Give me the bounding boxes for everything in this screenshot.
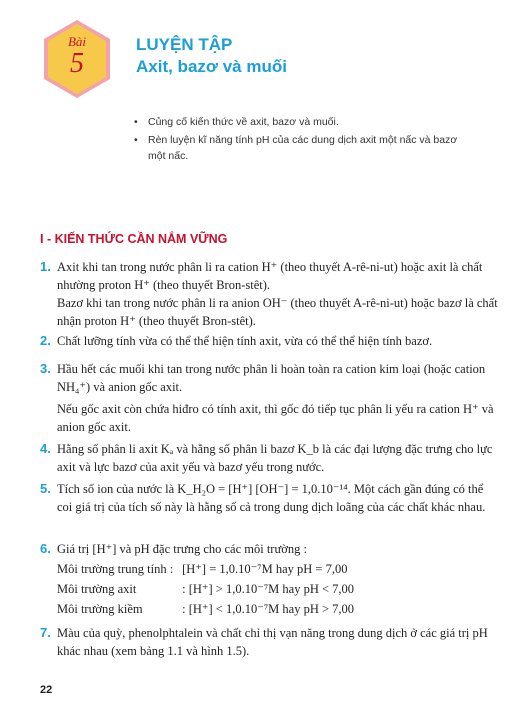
item-text: Nếu gốc axit còn chứa hiđro có tính axit, thì gốc đó tiếp tục phân li yếu ra cation H⁺ và anion gốc axit. — [57, 402, 494, 434]
goal-item — [134, 114, 464, 130]
bullet-icon: • — [134, 134, 138, 146]
lesson-goals — [134, 114, 464, 166]
item-text: Axit khi tan trong nước phân li ra cation H⁺ (theo thuyết A-rê-ni-ut) hoặc axit là chất nhường proton H⁺ (theo thuyết Bron-stêt). — [57, 260, 483, 292]
list-item — [40, 332, 500, 350]
list-item — [40, 294, 500, 330]
list-item — [40, 440, 500, 476]
badge-number: 5 — [70, 48, 84, 79]
item-text: Bazơ khi tan trong nước phân li ra anion OH⁻ (theo thuyết A-rê-ni-ut) hoặc bazơ là chất nhận proton H⁺ (theo thuyết Bron-stêt). — [57, 296, 498, 328]
item-text: Chất lưỡng tính vừa có thể thể hiện tính axit, vừa có thể thể hiện tính bazơ. — [57, 334, 433, 348]
item-number: 6. — [40, 541, 51, 556]
item-text: Tích số ion của nước là K_H₂O = [H⁺] [OH⁻] = 1,0.10⁻¹⁴. Một cách gần đúng có thể coi giá trị của tích số này là hằng số cả trong dung dịch loãng của các chất khác nhau. — [57, 482, 486, 514]
item-text: Giá trị [H⁺] và pH đặc trưng cho các môi trường : — [57, 542, 307, 556]
item-number: 4. — [40, 441, 51, 456]
goal-text: Củng cố kiến thức về axit, bazơ và muối. — [148, 116, 339, 128]
list-item — [40, 540, 500, 558]
env-label: Môi trường trung tính : — [57, 562, 174, 576]
lesson-badge — [42, 18, 112, 100]
item-text: Hằng số phân li axit Kₐ và hằng số phân li bazơ K_b là các đại lượng đặc trưng cho lực axit và lực bazơ của axit yếu và bazơ yếu trong nước. — [57, 442, 493, 474]
badge-label: Bài — [67, 34, 87, 49]
item-text: Màu của quỳ, phenolphtalein và chất chỉ thị vạn năng trong dung dịch ở các giá trị pH khác nhau (xem bảng 1.1 và hình 1.5). — [57, 626, 488, 658]
env-value: : [H⁺] > 1,0.10⁻⁷M hay pH < 7,00 — [182, 582, 355, 596]
env-row — [57, 580, 354, 598]
env-value: : [H⁺] < 1,0.10⁻⁷M hay pH > 7,00 — [182, 602, 355, 616]
env-value: [H⁺] = 1,0.10⁻⁷M hay pH = 7,00 — [182, 562, 348, 576]
list-item — [40, 624, 500, 660]
item-number: 7. — [40, 625, 51, 640]
env-row — [57, 600, 354, 618]
goal-text: Rèn luyện kĩ năng tính pH của các dung dịch axit một nấc và bazơ một nấc. — [148, 134, 458, 162]
bullet-icon: • — [134, 116, 138, 128]
list-item — [40, 258, 500, 294]
page-title: LUYỆN TẬP — [136, 35, 233, 54]
env-label: Môi trường kiềm — [57, 602, 143, 616]
item-number: 5. — [40, 481, 51, 496]
section-title: I - KIẾN THỨC CẦN NẮM VỮNG — [40, 232, 228, 246]
goal-item — [134, 132, 464, 164]
page-header — [136, 34, 287, 78]
env-label: Môi trường axit — [57, 582, 137, 596]
item-number: 2. — [40, 333, 51, 348]
list-item — [40, 360, 500, 396]
list-item — [40, 480, 500, 516]
env-row — [57, 560, 347, 578]
list-item — [40, 400, 500, 436]
page-number: 22 — [40, 684, 53, 696]
page-subtitle: Axit, bazơ và muối — [136, 57, 287, 76]
item-text: Hầu hết các muối khi tan trong nước phân li hoàn toàn ra cation kim loại (hoặc cation NH₄⁺) và anion gốc axit. — [57, 362, 486, 394]
item-number: 1. — [40, 259, 51, 274]
item-number: 3. — [40, 361, 51, 376]
